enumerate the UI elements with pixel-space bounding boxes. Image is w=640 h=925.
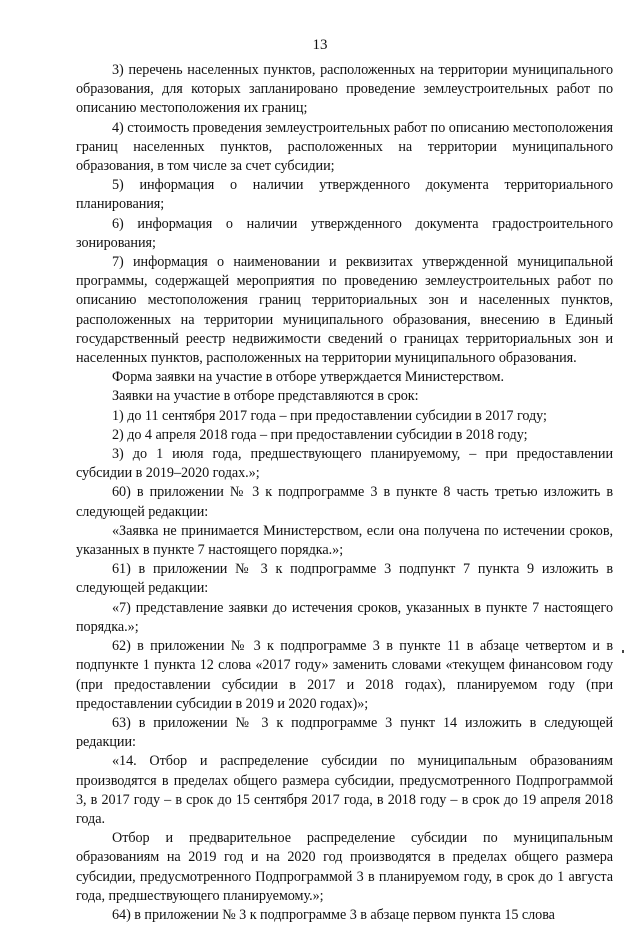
paragraph-deadline-2: 2) до 4 апреля 2018 года – при предоставлении субсидии в 2018 году;	[112, 426, 528, 443]
paragraph-quote-60: «Заявка не принимается Министерством, если она получена по истечении сроков, указанных в пункте 7 настоящего порядка.»;	[76, 522, 613, 559]
paragraph-amendment-61: 61) в приложении № 3 к подпрограмме 3 подпункт 7 пункта 9 изложить в следующей редакции:	[76, 561, 613, 597]
paragraph-form-approval: Форма заявки на участие в отборе утверждается Министерством.	[112, 369, 504, 386]
paragraph-item-7: 7) информация о наименовании и реквизитах утвержденной муниципальной программы, содержащей мероприятия по проведению землеустроительных работ по описанию местоположения границ территориальных зон и населенных пунктов, расположенных на территории муниципального образования, внесению в Единый государственный реестр недвижимости сведений о границах территориальных зон и населенных пунктов, расположенных на территории муниципального образования.	[76, 254, 613, 367]
paragraph-item-3: 3) перечень населенных пунктов, расположенных на территории муниципального образования, для которых запланировано проведение землеустроительных работ по описанию местоположения их границ;	[76, 62, 613, 117]
paragraph-item-4: 4) стоимость проведения землеустроительных работ по описанию местоположения границ населенных пунктов, расположенных на территории муниципального образования, в том числе за счет субсидии;	[76, 119, 613, 175]
document-body	[76, 61, 613, 925]
paragraph-amendment-64: 64) в приложении № 3 к подпрограмме 3 в абзаце первом пункта 15 слова	[112, 906, 555, 923]
paragraph-quote-63-part2: Отбор и предварительное распределение субсидии по муниципальным образованиям на 2019 год и на 2020 год производятся в пределах общего размера субсидии, предусмотренного Подпрограммой 3 в планируемом году, в срок до 1 августа года, предшествующего планируемому.»;	[76, 830, 613, 904]
paragraph-deadlines-intro: Заявки на участие в отборе представляются в срок:	[112, 388, 419, 405]
paragraph-amendment-62: 62) в приложении № 3 к подпрограмме 3 в пункте 11 в абзаце четвертом и в подпункте 1 пункта 12 слова «2017 году» заменить словами «текущем финансовом году (при предоставлении субсидии в 2017 и 2018 годах), планируемом году (при предоставлении субсидии в 2019 и 2020 годах)»;	[76, 638, 613, 712]
paragraph-quote-61: «7) представление заявки до истечения сроков, указанных в пункте 7 настоящего порядка.»;	[76, 599, 613, 635]
paragraph-item-6: 6) информация о наличии утвержденного документа градостроительного зонирования;	[76, 215, 613, 251]
paragraph-quote-63-part1: «14. Отбор и распределение субсидии по муниципальным образованиям производятся в пределах общего размера субсидии, предусмотренного Подпрограммой 3, в 2017 году – в срок до 15 сентября 2017 года, в 2018 году – в срок до 19 апреля 2018 года.	[76, 753, 613, 827]
paragraph-amendment-63: 63) в приложении № 3 к подпрограмме 3 пункт 14 изложить в следующей редакции:	[76, 714, 613, 751]
page-number: 13	[312, 37, 328, 53]
paragraph-item-5: 5) информация о наличии утвержденного документа территориального планирования;	[76, 177, 613, 213]
paragraph-deadline-1: 1) до 11 сентября 2017 года – при предоставлении субсидии в 2017 году;	[112, 407, 547, 424]
paragraph-deadline-3: 3) до 1 июля года, предшествующего планируемому, – при предоставлении субсидии в 2019–2020 годах.»;	[76, 446, 613, 482]
scan-speck	[622, 650, 624, 653]
paragraph-amendment-60: 60) в приложении № 3 к подпрограмме 3 в пункте 8 часть третью изложить в следующей редакции:	[76, 484, 613, 520]
